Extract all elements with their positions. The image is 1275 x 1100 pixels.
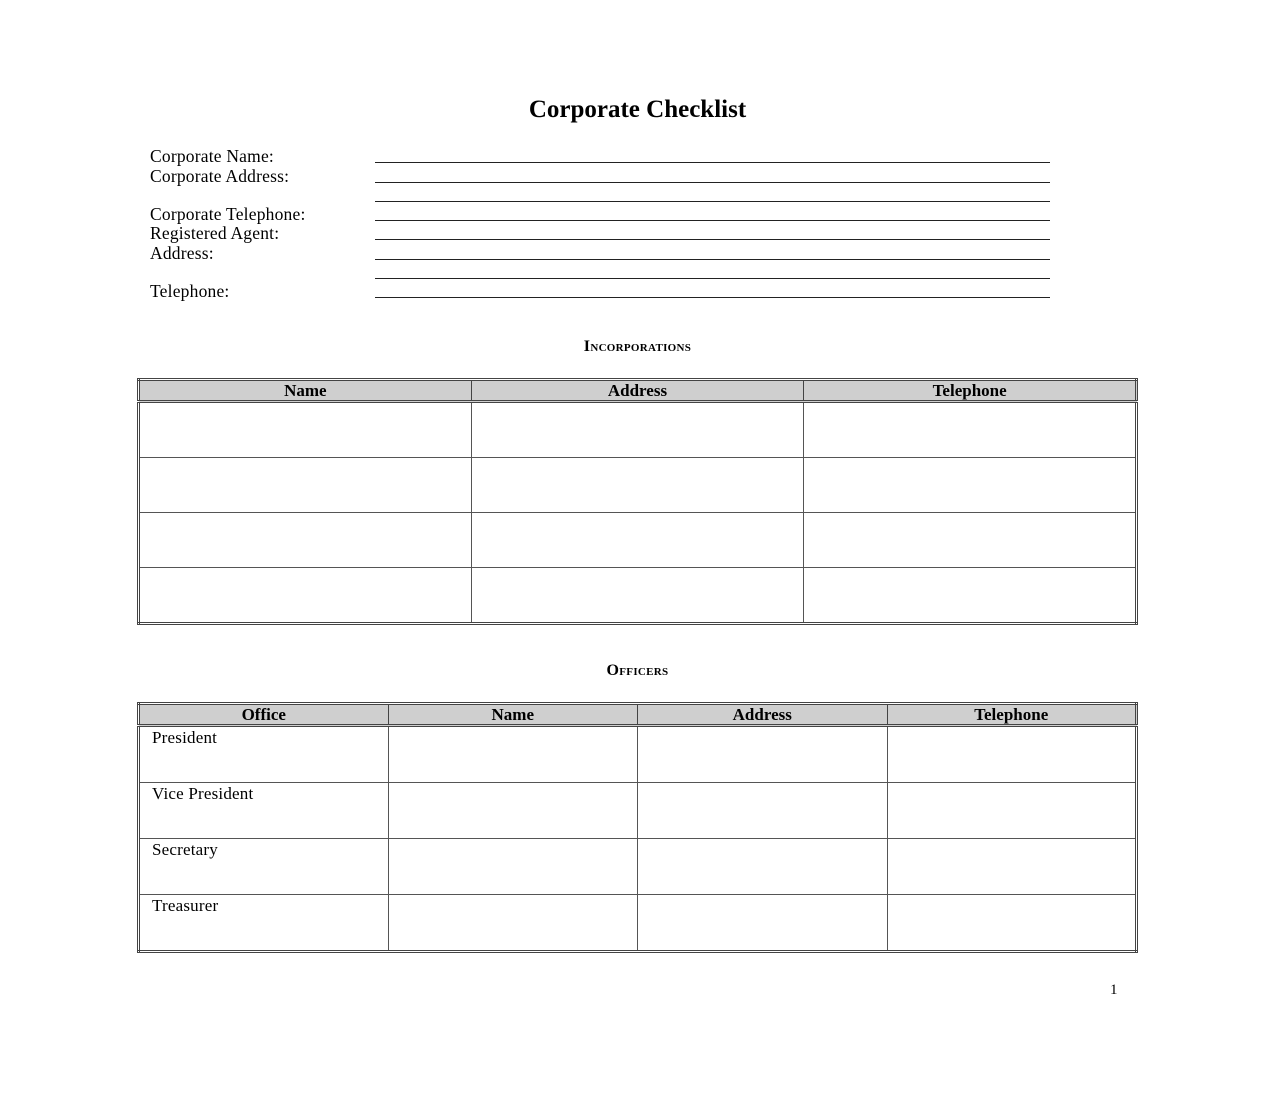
address-cell[interactable]	[638, 839, 888, 895]
field-row-agent-address	[150, 243, 1050, 262]
office-cell: Vice President	[139, 783, 389, 839]
telephone-cell[interactable]	[887, 783, 1137, 839]
name-cell[interactable]	[388, 783, 638, 839]
table-row	[139, 895, 1137, 952]
table-row	[139, 458, 1137, 513]
column-header-telephone: Telephone	[804, 380, 1137, 402]
telephone-cell[interactable]	[804, 568, 1137, 624]
address-cell[interactable]	[638, 726, 888, 783]
table-row	[139, 402, 1137, 458]
field-row-corporate-name	[150, 147, 1050, 166]
field-row-corporate-address-line-2	[150, 186, 1050, 205]
column-header-telephone: Telephone	[887, 704, 1137, 726]
incorporations-heading: Incorporations	[583, 338, 692, 355]
address-cell[interactable]	[638, 895, 888, 952]
registered-agent-blank[interactable]	[375, 225, 1050, 240]
corporate-address-blank[interactable]	[375, 168, 1050, 183]
page-number: 1	[1110, 982, 1118, 998]
address-cell[interactable]	[471, 458, 804, 513]
agent-address-line-2-blank[interactable]	[375, 264, 1050, 279]
column-header-address: Address	[471, 380, 804, 402]
name-cell[interactable]	[139, 513, 472, 568]
officers-heading: Officers	[606, 662, 669, 679]
field-row-corporate-telephone	[150, 205, 1050, 224]
telephone-cell[interactable]	[887, 895, 1137, 952]
telephone-cell[interactable]	[804, 513, 1137, 568]
name-cell[interactable]	[139, 568, 472, 624]
column-header-name: Name	[139, 380, 472, 402]
table-row	[139, 783, 1137, 839]
column-header-address: Address	[638, 704, 888, 726]
corporate-address-line-2-blank[interactable]	[375, 187, 1050, 202]
field-row-corporate-address	[150, 166, 1050, 185]
office-cell: Secretary	[139, 839, 389, 895]
page-title: Corporate Checklist	[528, 96, 747, 123]
corporate-telephone-blank[interactable]	[375, 206, 1050, 221]
agent-telephone-blank[interactable]	[375, 283, 1050, 298]
field-label: Telephone:	[150, 281, 230, 302]
field-row-registered-agent	[150, 224, 1050, 243]
name-cell[interactable]	[139, 458, 472, 513]
field-label: Corporate Name:	[150, 146, 274, 167]
field-label: Corporate Telephone:	[150, 204, 306, 225]
office-cell: Treasurer	[139, 895, 389, 952]
table-header-row	[139, 704, 1137, 726]
field-label: Address:	[150, 242, 214, 263]
name-cell[interactable]	[388, 726, 638, 783]
telephone-cell[interactable]	[804, 458, 1137, 513]
address-cell[interactable]	[638, 783, 888, 839]
table-row	[139, 726, 1137, 783]
address-cell[interactable]	[471, 513, 804, 568]
telephone-cell[interactable]	[804, 402, 1137, 458]
table-header-row	[139, 380, 1137, 402]
field-row-agent-address-line-2	[150, 263, 1050, 282]
officers-table	[137, 702, 1138, 953]
telephone-cell[interactable]	[887, 726, 1137, 783]
name-cell[interactable]	[139, 402, 472, 458]
name-cell[interactable]	[388, 895, 638, 952]
corporate-info-fields	[150, 147, 1050, 301]
office-cell: President	[139, 726, 389, 783]
column-header-name: Name	[388, 704, 638, 726]
address-cell[interactable]	[471, 402, 804, 458]
corporate-name-blank[interactable]	[375, 148, 1050, 163]
table-row	[139, 839, 1137, 895]
field-label: Corporate Address:	[150, 165, 290, 186]
table-row	[139, 513, 1137, 568]
column-header-office: Office	[139, 704, 389, 726]
agent-address-blank[interactable]	[375, 245, 1050, 260]
table-row	[139, 568, 1137, 624]
incorporations-table	[137, 378, 1138, 625]
field-row-agent-telephone	[150, 282, 1050, 301]
field-label: Registered Agent:	[150, 223, 280, 244]
address-cell[interactable]	[471, 568, 804, 624]
telephone-cell[interactable]	[887, 839, 1137, 895]
name-cell[interactable]	[388, 839, 638, 895]
